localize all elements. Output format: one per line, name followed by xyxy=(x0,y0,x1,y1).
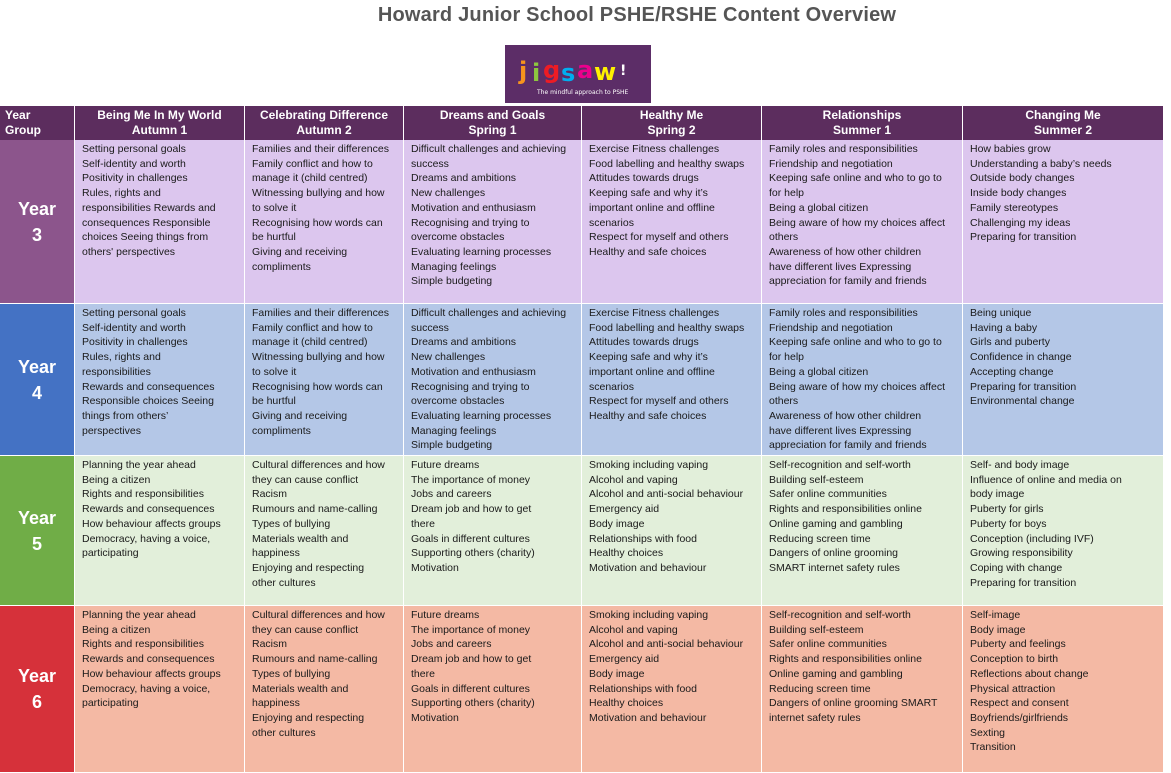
topic-line: be hurtful xyxy=(252,231,296,244)
topic-line: for help xyxy=(769,187,805,200)
topic-line: Rules, rights and xyxy=(82,351,161,364)
topic-line: Girls and puberty xyxy=(970,336,1050,349)
topic-line: Supporting others (charity) xyxy=(411,547,535,560)
topic-line: important online and offline xyxy=(589,365,715,378)
content-overview-table xyxy=(0,106,1164,773)
cell-year6-healthy-me xyxy=(582,606,762,773)
topic-line: New challenges xyxy=(411,351,486,364)
jigsaw-logo-graphic xyxy=(505,45,651,103)
topic-line: body image xyxy=(970,488,1025,501)
topic-line: to solve it xyxy=(252,201,297,214)
topic-line: Healthy and safe choices xyxy=(589,245,707,258)
topic-line: Challenging my ideas xyxy=(970,216,1071,229)
year-label-4 xyxy=(0,304,75,456)
topic-line: Evaluating learning processes xyxy=(411,245,552,258)
topic-line: Respect and consent xyxy=(970,697,1069,710)
topic-line: Respect for myself and others xyxy=(589,231,729,244)
topic-line: Puberty for girls xyxy=(970,503,1044,516)
topic-line: Recognising how words can xyxy=(252,380,383,393)
header-celebrating-difference: Celebrating Difference Autumn 2 xyxy=(245,106,404,140)
topic-line: participating xyxy=(82,547,139,560)
topic-line: compliments xyxy=(252,424,311,437)
topic-line: Witnessing bullying and how xyxy=(252,351,385,364)
topic-line: Goals in different cultures xyxy=(411,682,530,695)
topic-line: New challenges xyxy=(411,187,486,200)
topic-line: Exercise Fitness challenges xyxy=(589,307,720,319)
topic-line: Preparing for transition xyxy=(970,231,1077,244)
cell-year6-relationships xyxy=(762,606,963,773)
topic-line: Family roles and responsibilities xyxy=(769,143,918,155)
year-label-text: Year xyxy=(17,356,57,377)
topic-line: Awareness of how other children xyxy=(769,245,922,258)
topic-line: Smoking including vaping xyxy=(589,609,709,621)
topic-line: Keeping safe and why it’s xyxy=(589,351,708,364)
topic-line: others xyxy=(769,395,799,408)
topic-line: Reducing screen time xyxy=(769,532,871,545)
topic-line: scenarios xyxy=(589,216,634,229)
topic-line: How behaviour affects groups xyxy=(82,667,221,680)
topic-line: Body image xyxy=(589,667,645,680)
topic-line: Healthy choices xyxy=(589,697,664,710)
topic-line: Coping with change xyxy=(970,561,1063,574)
topic-line: choices Seeing things from xyxy=(82,231,209,244)
svg-text:g: g xyxy=(543,56,561,84)
year-label-text: Year xyxy=(17,507,57,528)
cell-year6-dreams-and-goals xyxy=(404,606,582,773)
topic-line: Recognising and trying to xyxy=(411,216,530,229)
topic-line: Dream job and how to get xyxy=(411,503,532,516)
topic-line: Preparing for transition xyxy=(970,576,1077,589)
topic-line: Self-identity and worth xyxy=(82,157,186,170)
year-label-text: Year xyxy=(17,666,57,686)
topic-line: Preparing for transition xyxy=(970,380,1077,393)
topic-line: Jobs and careers xyxy=(411,488,492,501)
topic-line: Being aware of how my choices affect xyxy=(769,216,946,229)
topic-line: The importance of money xyxy=(411,473,531,486)
topic-line: Supporting others (charity) xyxy=(411,697,535,710)
topic-line: Food labelling and healthy swaps xyxy=(589,321,745,334)
svg-text:j: j xyxy=(519,57,528,85)
topic-line: Family roles and responsibilities xyxy=(769,307,918,319)
topic-line: Rewards and consequences xyxy=(82,503,215,516)
topic-line: Racism xyxy=(252,488,288,501)
header-being-me: Being Me In My World Autumn 1 xyxy=(75,106,245,140)
topic-line: have different lives Expressing xyxy=(769,424,912,437)
topic-line: Materials wealth and xyxy=(252,532,349,545)
topic-line: Environmental change xyxy=(970,395,1075,408)
topic-line: Puberty for boys xyxy=(970,517,1047,530)
topic-line: have different lives Expressing xyxy=(769,260,912,273)
topic-line: Building self-esteem xyxy=(769,473,864,486)
topic-line: be hurtful xyxy=(252,395,296,408)
topic-line: How behaviour affects groups xyxy=(82,517,221,530)
topic-line: Motivation xyxy=(411,711,459,724)
topic-line: important online and offline xyxy=(589,201,715,214)
topic-line: Awareness of how other children xyxy=(769,409,922,422)
year-label-text: 6 xyxy=(31,692,42,712)
topic-line: Families and their differences xyxy=(252,307,389,319)
topic-line: Online gaming and gambling xyxy=(769,517,903,530)
svg-text:w: w xyxy=(594,58,617,86)
topic-line: Dreams and ambitions xyxy=(411,336,517,349)
topic-line: Influence of online and media on xyxy=(970,473,1122,486)
topic-line: Being a citizen xyxy=(82,473,151,486)
topic-line: Alcohol and anti-social behaviour xyxy=(589,488,744,501)
cell-year5-being-me xyxy=(75,456,245,606)
topic-line: Motivation xyxy=(411,561,459,574)
topic-line: Family conflict and how to xyxy=(252,321,373,334)
topic-line: Inside body changes xyxy=(970,187,1067,200)
topic-line: Safer online communities xyxy=(769,488,887,501)
topic-line: perspectives xyxy=(82,424,141,437)
cell-year4-celebrating-difference xyxy=(245,304,404,456)
cell-year5-changing-me xyxy=(963,456,1164,606)
topic-line: Planning the year ahead xyxy=(82,609,196,621)
header-year-group: Year Group xyxy=(0,106,75,140)
topic-line: Keeping safe online and who to go to xyxy=(769,172,942,185)
cell-year5-celebrating-difference xyxy=(245,456,404,606)
topic-line: Outside body changes xyxy=(970,172,1075,185)
topic-line: Rights and responsibilities xyxy=(82,488,204,501)
topic-line: Motivation and behaviour xyxy=(589,561,707,574)
topic-line: for help xyxy=(769,351,805,364)
topic-line: manage it (child centred) xyxy=(252,336,368,349)
topic-line: Self-image xyxy=(970,609,1021,621)
topic-line: appreciation for family and friends xyxy=(769,439,927,452)
topic-line: to solve it xyxy=(252,365,297,378)
topic-line: Family conflict and how to xyxy=(252,157,373,170)
topic-line: responsibilities xyxy=(82,365,151,378)
topic-line: they can cause conflict xyxy=(252,473,359,486)
year-label-text: 4 xyxy=(31,382,42,403)
topic-line: appreciation for family and friends xyxy=(769,275,927,288)
cell-year5-dreams-and-goals xyxy=(404,456,582,606)
cell-year4-relationships xyxy=(762,304,963,456)
topic-line: Witnessing bullying and how xyxy=(252,187,385,200)
topic-line: Motivation and behaviour xyxy=(589,711,707,724)
topic-line: Online gaming and gambling xyxy=(769,667,903,680)
svg-text:s: s xyxy=(561,59,576,87)
topic-line: Family stereotypes xyxy=(970,201,1059,214)
year-label-text: Year xyxy=(17,198,57,219)
jigsaw-logo xyxy=(505,45,651,103)
topic-line: Understanding a baby’s needs xyxy=(970,157,1112,170)
topic-line: Rules, rights and xyxy=(82,187,161,200)
topic-line: Goals in different cultures xyxy=(411,532,530,545)
topic-line: scenarios xyxy=(589,380,634,393)
topic-line: Boyfriends/girlfriends xyxy=(970,711,1069,724)
cell-year3-changing-me xyxy=(963,140,1164,304)
topic-line: Having a baby xyxy=(970,321,1038,334)
topic-line: Reducing screen time xyxy=(769,682,871,695)
topic-line: Growing responsibility xyxy=(970,547,1073,560)
topic-line: Rights and responsibilities online xyxy=(769,503,922,516)
year-label-text: 5 xyxy=(31,533,42,554)
topic-line: Self- and body image xyxy=(970,459,1070,471)
topic-line: Rewards and consequences xyxy=(82,380,215,393)
topic-line: Managing feelings xyxy=(411,260,497,273)
svg-text:a: a xyxy=(577,56,594,84)
topic-line: SMART internet safety rules xyxy=(769,561,900,574)
topic-line: compliments xyxy=(252,260,311,273)
topic-line: Rumours and name-calling xyxy=(252,503,378,516)
topic-line: other cultures xyxy=(252,726,316,739)
cell-year3-celebrating-difference xyxy=(245,140,404,304)
topic-line: others xyxy=(769,231,799,244)
svg-text:!: ! xyxy=(620,63,627,79)
topic-line: Enjoying and respecting xyxy=(252,561,365,574)
topic-line: Racism xyxy=(252,638,288,651)
topic-line: Physical attraction xyxy=(970,682,1056,695)
cell-year6-celebrating-difference xyxy=(245,606,404,773)
topic-line: Rumours and name-calling xyxy=(252,653,378,666)
page-title: Howard Junior School PSHE/RSHE Content Overview xyxy=(377,4,897,26)
topic-line: Smoking including vaping xyxy=(589,459,709,471)
topic-line: Recognising how words can xyxy=(252,216,383,229)
topic-line: Alcohol and vaping xyxy=(589,473,678,486)
topic-line: Motivation and enthusiasm xyxy=(411,201,536,214)
topic-line: Giving and receiving xyxy=(252,245,348,258)
topic-line: Jobs and careers xyxy=(411,638,492,651)
topic-line: Puberty and feelings xyxy=(970,638,1066,651)
topic-line: participating xyxy=(82,697,139,710)
topic-line: Conception (including IVF) xyxy=(970,532,1094,545)
cell-year4-healthy-me xyxy=(582,304,762,456)
topic-line: Being aware of how my choices affect xyxy=(769,380,946,393)
topic-line: Simple budgeting xyxy=(411,439,493,452)
topic-line: Keeping safe online and who to go to xyxy=(769,336,942,349)
topic-line: Motivation and enthusiasm xyxy=(411,365,536,378)
topic-line: How babies grow xyxy=(970,143,1051,155)
topic-line: Dream job and how to get xyxy=(411,653,532,666)
year-label-text: 3 xyxy=(31,224,42,245)
topic-line: Conception to birth xyxy=(970,653,1059,666)
topic-line: Difficult challenges and achieving xyxy=(411,307,567,319)
topic-line: Managing feelings xyxy=(411,424,497,437)
cell-year6-changing-me xyxy=(963,606,1164,773)
topic-line: Rights and responsibilities online xyxy=(769,653,922,666)
topic-line: things from others’ xyxy=(82,409,169,422)
cell-year5-relationships xyxy=(762,456,963,606)
topic-line: Accepting change xyxy=(970,365,1054,378)
topic-line: Emergency aid xyxy=(589,653,660,666)
header-changing-me: Changing Me Summer 2 xyxy=(963,106,1164,140)
year-label-5 xyxy=(0,456,75,606)
topic-line: Materials wealth and xyxy=(252,682,349,695)
cell-year5-healthy-me xyxy=(582,456,762,606)
topic-line: Giving and receiving xyxy=(252,409,348,422)
topic-line: success xyxy=(411,321,449,334)
topic-line: Simple budgeting xyxy=(411,275,493,288)
topic-line: Safer online communities xyxy=(769,638,887,651)
cell-year4-being-me xyxy=(75,304,245,456)
topic-line: Difficult challenges and achieving xyxy=(411,143,567,155)
cell-year4-changing-me xyxy=(963,304,1164,456)
topic-line: Food labelling and healthy swaps xyxy=(589,157,745,170)
topic-line: Being a global citizen xyxy=(769,201,869,214)
cell-year3-being-me xyxy=(75,140,245,304)
year-label-6 xyxy=(0,606,75,773)
topic-line: Democracy, having a voice, xyxy=(82,682,211,695)
topic-line: Families and their differences xyxy=(252,143,389,155)
topic-line: Future dreams xyxy=(411,609,480,621)
topic-line: Setting personal goals xyxy=(82,143,186,155)
topic-line: Planning the year ahead xyxy=(82,459,196,471)
topic-line: Exercise Fitness challenges xyxy=(589,143,720,155)
topic-line: Relationships with food xyxy=(589,682,697,695)
topic-line: Dreams and ambitions xyxy=(411,172,517,185)
topic-line: Self-recognition and self-worth xyxy=(769,459,911,471)
topic-line: there xyxy=(411,667,435,680)
topic-line: they can cause conflict xyxy=(252,623,359,636)
topic-line: manage it (child centred) xyxy=(252,172,368,185)
topic-line: Attitudes towards drugs xyxy=(589,336,699,349)
topic-line: Cultural differences and how xyxy=(252,459,385,471)
cell-year6-being-me xyxy=(75,606,245,773)
topic-line: Enjoying and respecting xyxy=(252,711,365,724)
topic-line: Friendship and negotiation xyxy=(769,157,893,170)
topic-line: Building self-esteem xyxy=(769,623,864,636)
topic-line: Recognising and trying to xyxy=(411,380,530,393)
topic-line: others' perspectives xyxy=(82,245,176,258)
topic-line: Future dreams xyxy=(411,459,480,471)
topic-line: overcome obstacles xyxy=(411,395,505,408)
topic-line: Body image xyxy=(970,623,1026,636)
topic-line: Evaluating learning processes xyxy=(411,409,552,422)
topic-line: Transition xyxy=(970,741,1016,754)
topic-line: Dangers of online grooming xyxy=(769,547,898,560)
header-dreams-and-goals: Dreams and Goals Spring 1 xyxy=(404,106,582,140)
cell-year3-healthy-me xyxy=(582,140,762,304)
topic-line: overcome obstacles xyxy=(411,231,505,244)
topic-line: Relationships with food xyxy=(589,532,697,545)
topic-line: Positivity in challenges xyxy=(82,336,188,349)
svg-text:The mindful approach to PSHE: The mindful approach to PSHE xyxy=(537,89,629,96)
topic-line: Alcohol and anti-social behaviour xyxy=(589,638,744,651)
cell-year4-dreams-and-goals xyxy=(404,304,582,456)
topic-line: Reflections about change xyxy=(970,667,1089,680)
topic-line: Attitudes towards drugs xyxy=(589,172,699,185)
topic-line: Cultural differences and how xyxy=(252,609,385,621)
topic-line: success xyxy=(411,157,449,170)
topic-line: consequences Responsible xyxy=(82,216,211,229)
topic-line: Responsible choices Seeing xyxy=(82,395,214,408)
topic-line: Keeping safe and why it’s xyxy=(589,187,708,200)
topic-line: Emergency aid xyxy=(589,503,660,516)
topic-line: Types of bullying xyxy=(252,517,331,530)
topic-line: happiness xyxy=(252,547,300,560)
topic-line: Being a global citizen xyxy=(769,365,869,378)
topic-line: Self-recognition and self-worth xyxy=(769,609,911,621)
topic-line: there xyxy=(411,517,435,530)
cell-year3-relationships xyxy=(762,140,963,304)
topic-line: Respect for myself and others xyxy=(589,395,729,408)
topic-line: Rewards and consequences xyxy=(82,653,215,666)
year-label-3 xyxy=(0,140,75,304)
topic-line: Rights and responsibilities xyxy=(82,638,204,651)
topic-line: Positivity in challenges xyxy=(82,172,188,185)
topic-line: responsibilities Rewards and xyxy=(82,201,216,214)
topic-line: Confidence in change xyxy=(970,351,1072,364)
topic-line: happiness xyxy=(252,697,300,710)
topic-line: Setting personal goals xyxy=(82,307,186,319)
topic-line: The importance of money xyxy=(411,623,531,636)
topic-line: Body image xyxy=(589,517,645,530)
topic-line: internet safety rules xyxy=(769,711,861,724)
cell-year3-dreams-and-goals xyxy=(404,140,582,304)
topic-line: Dangers of online grooming SMART xyxy=(769,697,938,710)
topic-line: other cultures xyxy=(252,576,316,589)
svg-text:i: i xyxy=(532,59,541,87)
topic-line: Healthy and safe choices xyxy=(589,409,707,422)
topic-line: Friendship and negotiation xyxy=(769,321,893,334)
topic-line: Types of bullying xyxy=(252,667,331,680)
topic-line: Alcohol and vaping xyxy=(589,623,678,636)
topic-line: Sexting xyxy=(970,726,1006,739)
topic-line: Being unique xyxy=(970,307,1032,319)
header-healthy-me: Healthy Me Spring 2 xyxy=(582,106,762,140)
topic-line: Self-identity and worth xyxy=(82,321,186,334)
topic-line: Healthy choices xyxy=(589,547,664,560)
topic-line: Democracy, having a voice, xyxy=(82,532,211,545)
topic-line: Being a citizen xyxy=(82,623,151,636)
header-relationships: Relationships Summer 1 xyxy=(762,106,963,140)
